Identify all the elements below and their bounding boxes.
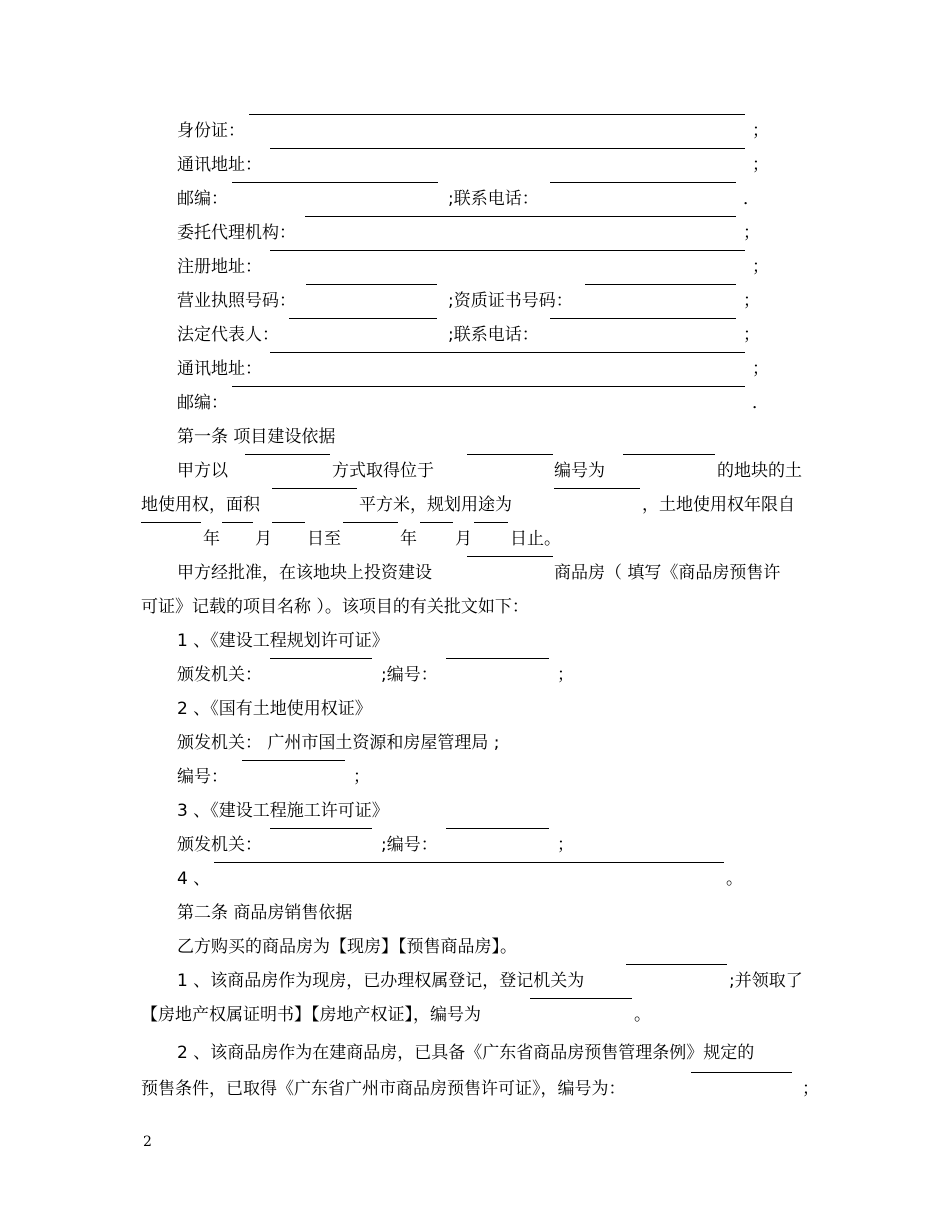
article1-p1-line3 xyxy=(0,522,950,556)
semicolon: ； xyxy=(752,121,769,141)
authority-blank[interactable] xyxy=(270,658,372,659)
text: 日至 xyxy=(307,529,341,549)
article1-p1-line2 xyxy=(0,488,950,522)
postcode2-label: 邮编： xyxy=(177,393,228,413)
article2-p1-line2 xyxy=(0,998,950,1032)
plot-number-blank[interactable] xyxy=(623,454,715,455)
legal-rep-blank[interactable] xyxy=(289,318,437,319)
address-line xyxy=(0,148,950,182)
item1-line xyxy=(0,624,950,658)
legal-rep-line xyxy=(0,318,950,352)
article2-p2-line2 xyxy=(0,1072,950,1106)
authority-label: 颁发机关： xyxy=(177,835,262,855)
address-label: 通讯地址： xyxy=(177,155,262,175)
certificate-number-blank[interactable] xyxy=(530,998,632,999)
semicolon: ； xyxy=(752,257,769,277)
text: 的地块的土 xyxy=(717,461,802,481)
qualification-label: ;资质证书号码： xyxy=(448,291,573,311)
period: ． xyxy=(752,393,769,413)
number-label: ;编号： xyxy=(381,835,438,855)
text: 年 xyxy=(400,529,417,549)
id-card-blank[interactable] xyxy=(249,114,745,115)
item3-title: 3 、《建设工程施工许可证》 xyxy=(177,801,389,821)
number-label: ;编号： xyxy=(381,665,438,685)
item3-detail-line xyxy=(0,828,950,862)
start-day-blank[interactable] xyxy=(272,522,305,523)
phone-label: ;联系电话： xyxy=(448,325,539,345)
agency-label: 委托代理机构： xyxy=(177,223,296,243)
text: 可证》记载的项目名称 ）。该项目的有关批文如下： xyxy=(141,597,529,617)
item2-authority-line xyxy=(0,726,950,760)
id-card-line xyxy=(0,114,950,148)
item3-line xyxy=(0,794,950,828)
text: 预售条件，已取得《广东省广州市商品房预售许可证》，编号为： xyxy=(141,1079,626,1099)
article1-heading: 第一条 项目建设依据 xyxy=(177,427,336,447)
postcode2-line xyxy=(0,386,950,420)
phone-label: ;联系电话： xyxy=(448,189,539,209)
article2-intro: 乙方购买的商品房为【现房】【预售商品房】。 xyxy=(177,937,517,957)
agency-line xyxy=(0,216,950,250)
registrar-blank[interactable] xyxy=(626,964,727,965)
item4-line xyxy=(0,862,950,896)
article1-heading-line xyxy=(0,420,950,454)
address2-label: 通讯地址： xyxy=(177,359,262,379)
item4-blank[interactable] xyxy=(214,862,724,863)
item2-title: 2 、《国有土地使用权证》 xyxy=(177,699,372,719)
start-month-blank[interactable] xyxy=(222,522,253,523)
text: 【房地产权属证明书】【房地产权证】，编号为 xyxy=(141,1005,481,1025)
period: 。 xyxy=(634,1005,651,1025)
period: ． xyxy=(743,189,760,209)
qualification-blank[interactable] xyxy=(585,284,736,285)
text: 2 、该商品房作为在建商品房，已具备《广东省商品房预售管理条例》规定的 xyxy=(177,1043,755,1063)
address-blank[interactable] xyxy=(270,148,745,149)
semicolon: ； xyxy=(353,767,370,787)
semicolon: ； xyxy=(743,291,760,311)
article1-p1-line1 xyxy=(0,454,950,488)
semicolon: ； xyxy=(802,1079,819,1099)
item1-title: 1 、《建设工程规划许可证》 xyxy=(177,631,389,651)
text: 日止。 xyxy=(510,529,561,549)
area-blank[interactable] xyxy=(272,488,357,489)
authority-label: 颁发机关： xyxy=(177,665,262,685)
start-year-blank[interactable] xyxy=(141,522,201,523)
permit-number-blank[interactable] xyxy=(691,1072,792,1073)
item2-line xyxy=(0,692,950,726)
number-label: 编号： xyxy=(177,767,228,787)
text: ;并领取了 xyxy=(729,971,803,991)
item4-title: 4 、 xyxy=(177,869,211,889)
postcode2-blank[interactable] xyxy=(232,386,745,387)
period: 。 xyxy=(726,869,743,889)
article1-p2-line1 xyxy=(0,556,950,590)
authority-blank[interactable] xyxy=(270,828,372,829)
article2-heading: 第二条 商品房销售依据 xyxy=(177,903,353,923)
authority-filled: 颁发机关： 广州市国土资源和房屋管理局 ; xyxy=(177,733,500,753)
license-label: 营业执照号码： xyxy=(177,291,296,311)
reg-address-line xyxy=(0,250,950,284)
number-blank[interactable] xyxy=(446,658,549,659)
end-day-blank[interactable] xyxy=(474,522,508,523)
text: 甲方经批准，在该地块上投资建设 xyxy=(177,563,432,583)
semicolon: ； xyxy=(743,325,760,345)
article2-p1-line1 xyxy=(0,964,950,998)
semicolon: ； xyxy=(752,155,769,175)
postcode-phone-line xyxy=(0,182,950,216)
address2-blank[interactable] xyxy=(270,352,745,353)
item1-detail-line xyxy=(0,658,950,692)
text: 方式取得位于 xyxy=(332,461,434,481)
text: 月 xyxy=(255,529,272,549)
semicolon: ； xyxy=(557,665,574,685)
page-number: 2 xyxy=(143,1134,152,1150)
number-blank[interactable] xyxy=(446,828,549,829)
phone-blank[interactable] xyxy=(550,318,736,319)
usage-blank[interactable] xyxy=(554,488,640,489)
reg-address-label: 注册地址： xyxy=(177,257,262,277)
text: 年 xyxy=(203,529,220,549)
semicolon: ； xyxy=(743,223,760,243)
article2-intro-line xyxy=(0,930,950,964)
text: 月 xyxy=(455,529,472,549)
text: ，土地使用权年限自 xyxy=(642,495,795,515)
location-blank[interactable] xyxy=(467,454,553,455)
article1-p2-line2 xyxy=(0,590,950,624)
end-year-blank[interactable] xyxy=(343,522,398,523)
id-card-label: 身份证： xyxy=(177,121,245,141)
article2-p2-line1 xyxy=(0,1036,950,1070)
text: 编号为 xyxy=(554,461,605,481)
postcode-label: 邮编： xyxy=(177,189,228,209)
phone-blank[interactable] xyxy=(550,182,736,183)
item2-number-line xyxy=(0,760,950,794)
legal-rep-label: 法定代表人： xyxy=(177,325,279,345)
agency-blank[interactable] xyxy=(305,216,736,217)
text: 平方米，规划用途为 xyxy=(359,495,512,515)
end-month-blank[interactable] xyxy=(420,522,453,523)
text: 甲方以 xyxy=(177,461,228,481)
text: 商品房（ 填写《商品房预售许 xyxy=(554,563,781,583)
number-blank[interactable] xyxy=(242,760,345,761)
postcode-blank[interactable] xyxy=(232,182,438,183)
semicolon: ； xyxy=(557,835,574,855)
address2-line xyxy=(0,352,950,386)
method-blank[interactable] xyxy=(245,454,330,455)
project-blank[interactable] xyxy=(467,556,553,557)
semicolon: ； xyxy=(752,359,769,379)
reg-address-blank[interactable] xyxy=(270,250,745,251)
text: 1 、该商品房作为现房，已办理权属登记，登记机关为 xyxy=(177,971,585,991)
article2-heading-line xyxy=(0,896,950,930)
text: 地使用权，面积 xyxy=(141,495,260,515)
license-blank[interactable] xyxy=(306,284,437,285)
license-line xyxy=(0,284,950,318)
